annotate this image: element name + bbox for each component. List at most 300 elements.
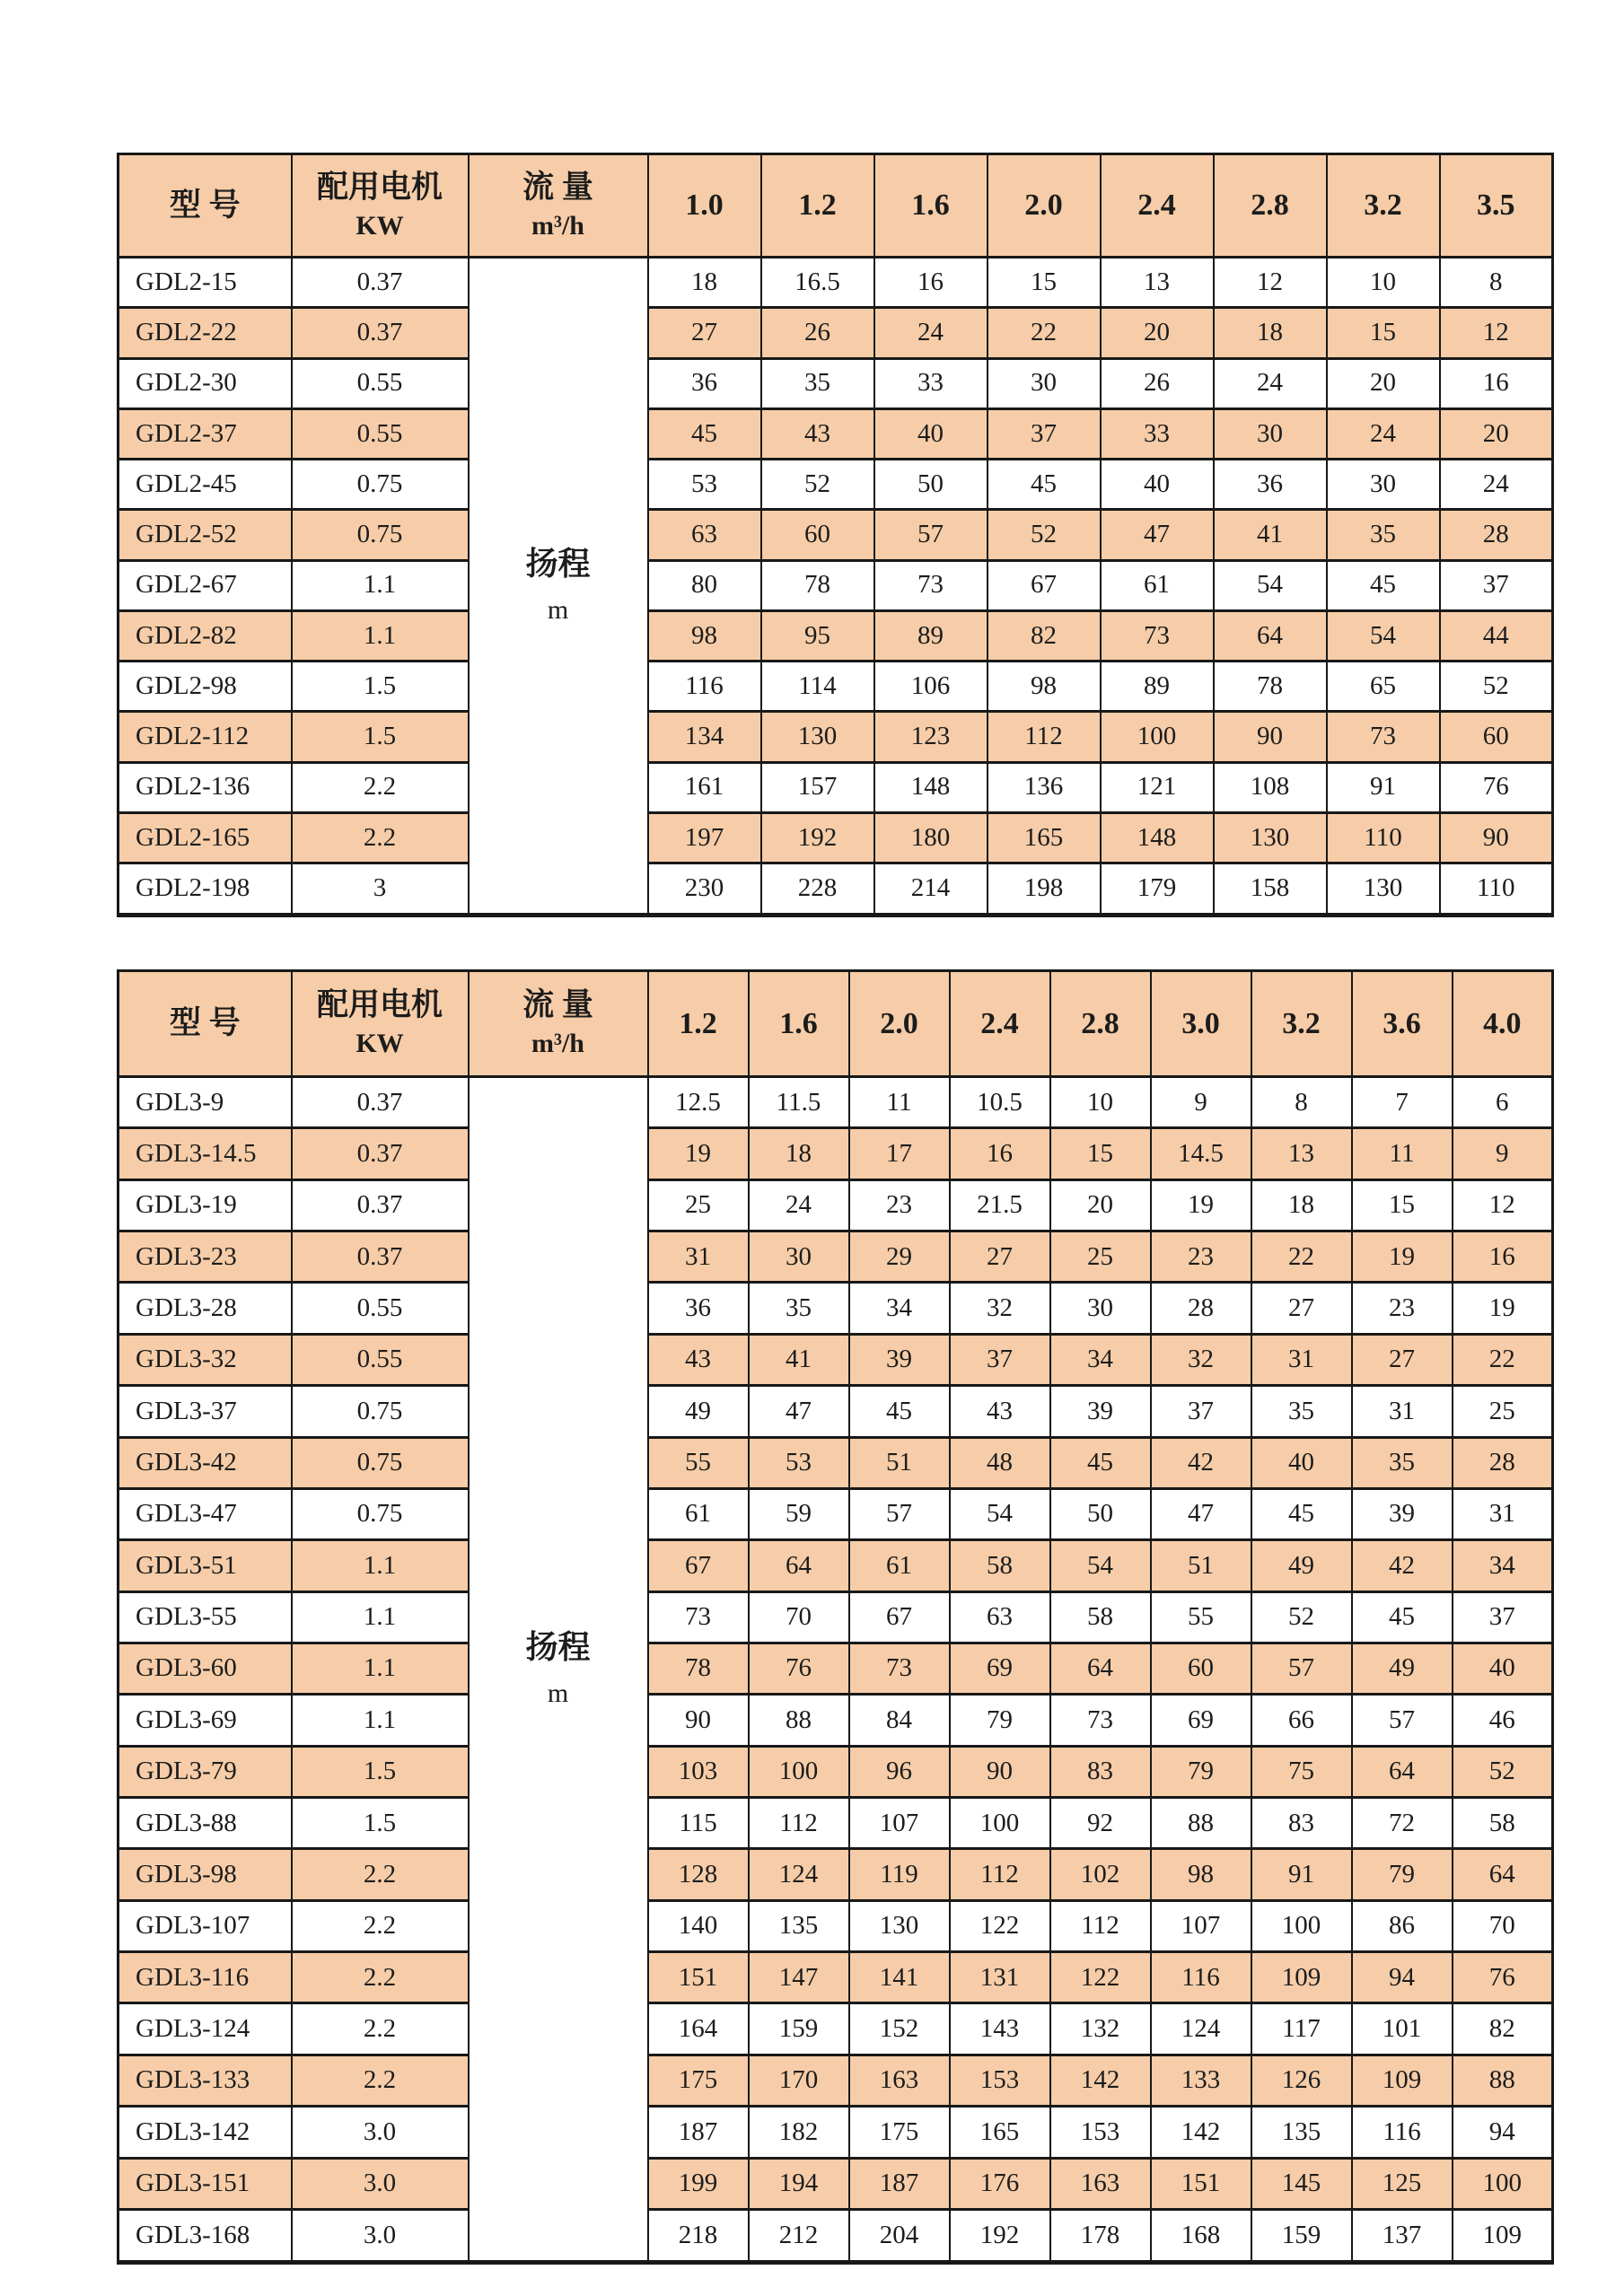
flow-header-cell: 流 量 m³/h (469, 154, 648, 258)
flow-column-header: 1.2 (648, 971, 749, 1077)
head-unit-label: m (547, 594, 569, 625)
head-value-cell: 24 (749, 1179, 849, 1231)
table-row (119, 2107, 1553, 2158)
head-value-cell: 35 (1251, 1386, 1352, 1437)
head-value-cell: 83 (1050, 1746, 1151, 1797)
head-value-cell: 24 (1214, 358, 1327, 408)
head-value-cell: 100 (1101, 712, 1214, 762)
head-value-cell: 108 (1214, 762, 1327, 812)
head-value-cell: 107 (849, 1798, 950, 1849)
model-cell: GDL3-32 (119, 1334, 292, 1385)
head-value-cell: 31 (1453, 1488, 1553, 1539)
head-value-cell: 55 (648, 1437, 749, 1488)
head-value-cell: 112 (988, 712, 1101, 762)
head-value-cell: 102 (1050, 1849, 1151, 1900)
head-value-cell: 57 (874, 510, 988, 560)
model-cell: GDL3-98 (119, 1849, 292, 1900)
head-value-cell: 109 (1453, 2209, 1553, 2262)
header-row (119, 971, 1553, 1077)
table-row (119, 863, 1553, 916)
motor-kw-cell: 1.1 (292, 1591, 469, 1643)
head-value-cell: 60 (1151, 1643, 1251, 1694)
head-value-cell: 31 (648, 1231, 749, 1283)
head-value-cell: 130 (761, 712, 874, 762)
flow-column-header: 3.2 (1327, 154, 1440, 258)
head-value-cell: 43 (648, 1334, 749, 1385)
model-cell: GDL3-60 (119, 1643, 292, 1694)
head-value-cell: 73 (648, 1591, 749, 1643)
head-value-cell: 64 (1352, 1746, 1453, 1797)
head-value-cell: 112 (950, 1849, 1050, 1900)
motor-kw-cell: 3.0 (292, 2209, 469, 2262)
model-cell: GDL3-23 (119, 1231, 292, 1283)
head-merged-cell: 扬程 m (469, 258, 648, 916)
model-cell: GDL2-112 (119, 712, 292, 762)
head-value-cell: 41 (749, 1334, 849, 1385)
head-value-cell: 55 (1151, 1591, 1251, 1643)
head-value-cell: 32 (950, 1283, 1050, 1334)
motor-kw-cell: 0.55 (292, 408, 469, 459)
motor-kw-cell: 0.55 (292, 358, 469, 408)
head-value-cell: 170 (749, 2055, 849, 2106)
motor-unit-label: KW (356, 210, 404, 241)
head-value-cell: 65 (1327, 662, 1440, 712)
head-value-cell: 89 (1101, 662, 1214, 712)
head-value-cell: 31 (1352, 1386, 1453, 1437)
model-cell: GDL3-9 (119, 1077, 292, 1128)
head-value-cell: 10.5 (950, 1077, 1050, 1128)
model-cell: GDL3-107 (119, 1900, 292, 1951)
head-value-cell: 153 (950, 2055, 1050, 2106)
table-row (119, 1643, 1553, 1694)
table-row (119, 1179, 1553, 1231)
head-value-cell: 145 (1251, 2158, 1352, 2209)
flow-column-header: 3.2 (1251, 971, 1352, 1077)
head-unit-label: m (547, 1678, 569, 1708)
model-cell: GDL2-15 (119, 258, 292, 308)
table-row (119, 1386, 1553, 1437)
head-value-cell: 141 (849, 1952, 950, 2003)
motor-kw-cell: 0.75 (292, 510, 469, 560)
head-value-cell: 122 (950, 1900, 1050, 1951)
head-value-cell: 47 (1101, 510, 1214, 560)
head-value-cell: 94 (1453, 2107, 1553, 2158)
head-value-cell: 122 (1050, 1952, 1151, 2003)
model-cell: GDL3-142 (119, 2107, 292, 2158)
model-cell: GDL3-88 (119, 1798, 292, 1849)
head-value-cell: 79 (950, 1695, 1050, 1746)
model-cell: GDL2-30 (119, 358, 292, 408)
head-value-cell: 98 (648, 610, 761, 661)
head-value-cell: 96 (849, 1746, 950, 1797)
head-value-cell: 100 (950, 1798, 1050, 1849)
head-value-cell: 16.5 (761, 258, 874, 308)
table-row (119, 1488, 1553, 1539)
head-value-cell: 36 (1214, 460, 1327, 510)
flow-column-header: 2.4 (1101, 154, 1214, 258)
motor-kw-cell: 2.2 (292, 1849, 469, 1900)
head-value-cell: 135 (1251, 2107, 1352, 2158)
head-value-cell: 123 (874, 712, 988, 762)
head-value-cell: 159 (1251, 2209, 1352, 2262)
model-cell: GDL3-69 (119, 1695, 292, 1746)
table-row (119, 2158, 1553, 2209)
motor-kw-cell: 1.1 (292, 1695, 469, 1746)
head-value-cell: 18 (749, 1128, 849, 1179)
head-value-cell: 84 (849, 1695, 950, 1746)
head-value-cell: 30 (1050, 1283, 1151, 1334)
head-value-cell: 70 (749, 1591, 849, 1643)
head-value-cell: 10 (1327, 258, 1440, 308)
head-value-cell: 52 (1440, 662, 1553, 712)
head-value-cell: 43 (950, 1386, 1050, 1437)
head-value-cell: 64 (1214, 610, 1327, 661)
table-row (119, 258, 1553, 308)
head-value-cell: 40 (1101, 460, 1214, 510)
head-value-cell: 135 (749, 1900, 849, 1951)
head-value-cell: 54 (1050, 1540, 1151, 1591)
head-value-cell: 54 (950, 1488, 1050, 1539)
motor-kw-cell: 0.75 (292, 460, 469, 510)
head-value-cell: 90 (950, 1746, 1050, 1797)
table-row (119, 1900, 1553, 1951)
head-value-cell: 15 (988, 258, 1101, 308)
head-value-cell: 92 (1050, 1798, 1151, 1849)
motor-kw-cell: 0.37 (292, 1128, 469, 1179)
head-value-cell: 16 (1440, 358, 1553, 408)
motor-kw-cell: 0.55 (292, 1283, 469, 1334)
head-value-cell: 36 (648, 358, 761, 408)
head-value-cell: 9 (1151, 1077, 1251, 1128)
model-cell: GDL2-45 (119, 460, 292, 510)
head-value-cell: 54 (1327, 610, 1440, 661)
head-value-cell: 31 (1251, 1334, 1352, 1385)
head-value-cell: 63 (950, 1591, 1050, 1643)
head-value-cell: 130 (849, 1900, 950, 1951)
head-value-cell: 60 (1440, 712, 1553, 762)
motor-kw-cell: 1.1 (292, 1643, 469, 1694)
model-cell: GDL3-19 (119, 1179, 292, 1231)
head-value-cell: 204 (849, 2209, 950, 2262)
head-value-cell: 79 (1352, 1849, 1453, 1900)
head-value-cell: 73 (1050, 1695, 1151, 1746)
head-value-cell: 124 (749, 1849, 849, 1900)
head-value-cell: 23 (1151, 1231, 1251, 1283)
head-value-cell: 187 (648, 2107, 749, 2158)
head-value-cell: 140 (648, 1900, 749, 1951)
head-value-cell: 98 (1151, 1849, 1251, 1900)
head-value-cell: 25 (1453, 1386, 1553, 1437)
head-value-cell: 14.5 (1151, 1128, 1251, 1179)
head-value-cell: 100 (1251, 1900, 1352, 1951)
head-value-cell: 72 (1352, 1798, 1453, 1849)
head-value-cell: 101 (1352, 2003, 1453, 2055)
model-cell: GDL2-136 (119, 762, 292, 812)
model-cell: GDL2-52 (119, 510, 292, 560)
motor-kw-cell: 0.75 (292, 1437, 469, 1488)
head-value-cell: 12 (1214, 258, 1327, 308)
model-cell: GDL3-79 (119, 1746, 292, 1797)
head-value-cell: 95 (761, 610, 874, 661)
flow-column-header: 3.6 (1352, 971, 1453, 1077)
head-value-cell: 20 (1101, 308, 1214, 358)
head-value-cell: 30 (749, 1231, 849, 1283)
head-value-cell: 175 (648, 2055, 749, 2106)
motor-kw-cell: 2.2 (292, 762, 469, 812)
table-row (119, 1695, 1553, 1746)
head-value-cell: 39 (849, 1334, 950, 1385)
model-cell: GDL3-14.5 (119, 1128, 292, 1179)
head-value-cell: 12 (1453, 1179, 1553, 1231)
head-value-cell: 58 (1453, 1798, 1553, 1849)
head-value-cell: 109 (1251, 1952, 1352, 2003)
motor-kw-cell: 0.75 (292, 1488, 469, 1539)
table-row (119, 2209, 1553, 2262)
flow-column-header: 1.0 (648, 154, 761, 258)
table-row (119, 1591, 1553, 1643)
head-value-cell: 23 (849, 1179, 950, 1231)
head-value-cell: 125 (1352, 2158, 1453, 2209)
head-value-cell: 57 (1251, 1643, 1352, 1694)
flow-column-header: 2.0 (849, 971, 950, 1077)
head-value-cell: 114 (761, 662, 874, 712)
flow-unit-label: m³/h (531, 210, 584, 241)
head-value-cell: 151 (1151, 2158, 1251, 2209)
head-value-cell: 116 (1352, 2107, 1453, 2158)
table-row (119, 460, 1553, 510)
head-value-cell: 100 (749, 1746, 849, 1797)
head-value-cell: 33 (874, 358, 988, 408)
head-value-cell: 70 (1453, 1900, 1553, 1951)
head-value-cell: 198 (988, 863, 1101, 916)
head-value-cell: 20 (1050, 1179, 1151, 1231)
motor-kw-cell: 1.5 (292, 1746, 469, 1797)
head-value-cell: 64 (1050, 1643, 1151, 1694)
motor-kw-cell: 2.2 (292, 2003, 469, 2055)
head-value-cell: 11.5 (749, 1077, 849, 1128)
head-value-cell: 28 (1440, 510, 1553, 560)
head-value-cell: 100 (1453, 2158, 1553, 2209)
head-value-cell: 22 (1453, 1334, 1553, 1385)
head-value-cell: 30 (1214, 408, 1327, 459)
head-value-cell: 90 (648, 1695, 749, 1746)
table-row (119, 1128, 1553, 1179)
gdl2-spec-table (117, 153, 1554, 917)
head-value-cell: 18 (648, 258, 761, 308)
head-value-cell: 7 (1352, 1077, 1453, 1128)
head-value-cell: 67 (849, 1591, 950, 1643)
motor-kw-cell: 0.37 (292, 1179, 469, 1231)
model-cell: GDL3-37 (119, 1386, 292, 1437)
head-value-cell: 47 (1151, 1488, 1251, 1539)
model-cell: GDL3-116 (119, 1952, 292, 2003)
head-value-cell: 39 (1050, 1386, 1151, 1437)
table-row (119, 2003, 1553, 2055)
head-value-cell: 132 (1050, 2003, 1151, 2055)
head-value-cell: 142 (1050, 2055, 1151, 2106)
model-cell: GDL3-42 (119, 1437, 292, 1488)
head-value-cell: 51 (849, 1437, 950, 1488)
model-header-cell: 型 号 (119, 971, 292, 1077)
head-value-cell: 103 (648, 1746, 749, 1797)
head-value-cell: 44 (1440, 610, 1553, 661)
head-value-cell: 36 (648, 1283, 749, 1334)
head-value-cell: 228 (761, 863, 874, 916)
flow-column-header: 1.6 (874, 154, 988, 258)
head-value-cell: 26 (761, 308, 874, 358)
motor-kw-cell: 2.2 (292, 812, 469, 863)
motor-kw-cell: 0.37 (292, 1077, 469, 1128)
head-value-cell: 158 (1214, 863, 1327, 916)
model-cell: GDL2-82 (119, 610, 292, 661)
head-value-cell: 60 (761, 510, 874, 560)
head-value-cell: 165 (988, 812, 1101, 863)
head-value-cell: 107 (1151, 1900, 1251, 1951)
motor-kw-cell: 2.2 (292, 1952, 469, 2003)
head-value-cell: 63 (648, 510, 761, 560)
head-value-cell: 58 (950, 1540, 1050, 1591)
head-value-cell: 109 (1352, 2055, 1453, 2106)
head-value-cell: 98 (988, 662, 1101, 712)
head-value-cell: 45 (648, 408, 761, 459)
head-value-cell: 73 (1327, 712, 1440, 762)
head-value-cell: 163 (1050, 2158, 1151, 2209)
head-value-cell: 41 (1214, 510, 1327, 560)
motor-kw-cell: 1.1 (292, 560, 469, 610)
table-row (119, 1283, 1553, 1334)
head-value-cell: 57 (849, 1488, 950, 1539)
motor-kw-cell: 2.2 (292, 1900, 469, 1951)
head-value-cell: 175 (849, 2107, 950, 2158)
head-value-cell: 27 (1251, 1283, 1352, 1334)
head-value-cell: 187 (849, 2158, 950, 2209)
head-value-cell: 45 (1251, 1488, 1352, 1539)
head-value-cell: 24 (874, 308, 988, 358)
flow-column-header: 1.6 (749, 971, 849, 1077)
motor-kw-cell: 3.0 (292, 2107, 469, 2158)
head-value-cell: 69 (950, 1643, 1050, 1694)
model-cell: GDL3-133 (119, 2055, 292, 2106)
head-value-cell: 194 (749, 2158, 849, 2209)
head-value-cell: 161 (648, 762, 761, 812)
head-value-cell: 165 (950, 2107, 1050, 2158)
gdl3-spec-table (117, 969, 1554, 2265)
head-value-cell: 164 (648, 2003, 749, 2055)
head-merged-cell: 扬程 m (469, 1077, 648, 2263)
head-value-cell: 48 (950, 1437, 1050, 1488)
head-value-cell: 130 (1327, 863, 1440, 916)
head-value-cell: 76 (1440, 762, 1553, 812)
head-value-cell: 45 (1352, 1591, 1453, 1643)
head-value-cell: 13 (1251, 1128, 1352, 1179)
head-value-cell: 22 (988, 308, 1101, 358)
head-value-cell: 133 (1151, 2055, 1251, 2106)
head-value-cell: 82 (1453, 2003, 1553, 2055)
head-value-cell: 37 (1151, 1386, 1251, 1437)
head-value-cell: 82 (988, 610, 1101, 661)
flow-column-header: 2.8 (1050, 971, 1151, 1077)
head-value-cell: 37 (950, 1334, 1050, 1385)
head-value-cell: 192 (950, 2209, 1050, 2262)
head-value-cell: 16 (1453, 1231, 1553, 1283)
head-value-cell: 76 (1453, 1952, 1553, 2003)
head-value-cell: 19 (1453, 1283, 1553, 1334)
table-row (119, 1077, 1553, 1128)
head-value-cell: 9 (1453, 1128, 1553, 1179)
head-value-cell: 115 (648, 1798, 749, 1849)
head-value-cell: 90 (1214, 712, 1327, 762)
head-value-cell: 11 (849, 1077, 950, 1128)
head-value-cell: 67 (988, 560, 1101, 610)
head-value-cell: 24 (1440, 460, 1553, 510)
head-value-cell: 90 (1440, 812, 1553, 863)
head-value-cell: 78 (761, 560, 874, 610)
head-value-cell: 180 (874, 812, 988, 863)
head-value-cell: 45 (1050, 1437, 1151, 1488)
head-value-cell: 59 (749, 1488, 849, 1539)
motor-kw-cell: 1.1 (292, 610, 469, 661)
head-value-cell: 34 (1050, 1334, 1151, 1385)
head-value-cell: 47 (749, 1386, 849, 1437)
head-value-cell: 137 (1352, 2209, 1453, 2262)
head-value-cell: 34 (849, 1283, 950, 1334)
head-value-cell: 23 (1352, 1283, 1453, 1334)
head-value-cell: 159 (749, 2003, 849, 2055)
head-value-cell: 30 (1327, 460, 1440, 510)
flow-column-header: 4.0 (1453, 971, 1553, 1077)
head-value-cell: 52 (761, 460, 874, 510)
head-value-cell: 52 (1453, 1746, 1553, 1797)
head-value-cell: 89 (874, 610, 988, 661)
table-row (119, 1540, 1553, 1591)
motor-unit-label: KW (356, 1029, 404, 1059)
head-value-cell: 15 (1352, 1179, 1453, 1231)
head-value-cell: 49 (648, 1386, 749, 1437)
head-value-cell: 112 (1050, 1900, 1151, 1951)
head-value-cell: 54 (1214, 560, 1327, 610)
head-value-cell: 37 (988, 408, 1101, 459)
head-value-cell: 88 (1151, 1798, 1251, 1849)
model-cell: GDL3-168 (119, 2209, 292, 2262)
head-value-cell: 35 (749, 1283, 849, 1334)
head-value-cell: 19 (1151, 1179, 1251, 1231)
head-value-cell: 116 (1151, 1952, 1251, 2003)
head-value-cell: 119 (849, 1849, 950, 1900)
head-value-cell: 182 (749, 2107, 849, 2158)
head-value-cell: 80 (648, 560, 761, 610)
head-value-cell: 33 (1101, 408, 1214, 459)
head-value-cell: 21.5 (950, 1179, 1050, 1231)
head-value-cell: 45 (1327, 560, 1440, 610)
head-value-cell: 22 (1251, 1231, 1352, 1283)
head-value-cell: 11 (1352, 1128, 1453, 1179)
head-value-cell: 178 (1050, 2209, 1151, 2262)
table-row (119, 1849, 1553, 1900)
head-value-cell: 25 (1050, 1231, 1151, 1283)
head-value-cell: 124 (1151, 2003, 1251, 2055)
head-value-cell: 37 (1440, 560, 1553, 610)
motor-kw-cell: 2.2 (292, 2055, 469, 2106)
head-value-cell: 16 (874, 258, 988, 308)
head-value-cell: 42 (1352, 1540, 1453, 1591)
table-row (119, 2055, 1553, 2106)
model-cell: GDL3-47 (119, 1488, 292, 1539)
head-value-cell: 78 (1214, 662, 1327, 712)
head-value-cell: 142 (1151, 2107, 1251, 2158)
head-value-cell: 27 (950, 1231, 1050, 1283)
head-value-cell: 69 (1151, 1695, 1251, 1746)
head-value-cell: 61 (648, 1488, 749, 1539)
